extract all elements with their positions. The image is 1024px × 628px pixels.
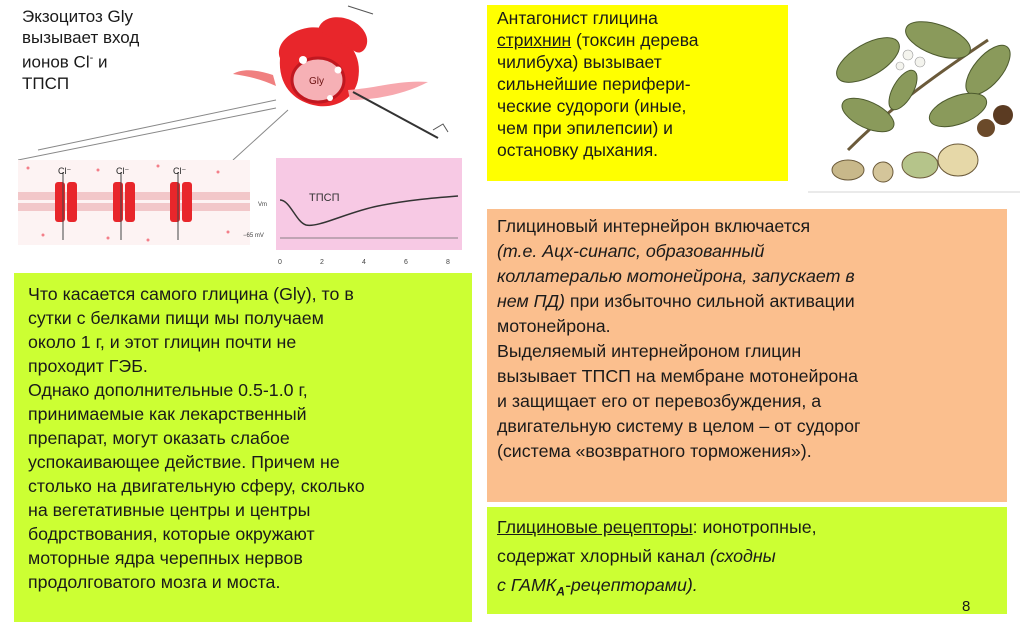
- electrode: [353, 92, 438, 138]
- gly-label: Gly: [309, 76, 324, 87]
- tick-4: 4: [362, 259, 366, 266]
- tick-8: 8: [446, 259, 450, 266]
- glycine-line-13: продолговатого мозга и моста.: [28, 572, 281, 592]
- interneuron-line-1: Глициновый интернейрон включается: [497, 216, 811, 236]
- strychnine-line-6: чем при эпилепсии) и: [497, 118, 673, 138]
- receptors-line-3: с $ГАМК_А-рецепторами$).: [497, 575, 698, 599]
- glycine-receptors-box: [487, 507, 1007, 614]
- interneuron-line-8: и защищает его от перевозбуждения, а: [497, 391, 822, 411]
- interneuron-line-5: мотонейрона.: [497, 316, 611, 336]
- receptors-line-2: содержат хлорный канал (сходны: [497, 546, 776, 566]
- interneuron-line-2: (т.е. Ацх-синапс, образованный: [497, 241, 765, 261]
- cl-label-2: Cl⁻: [116, 166, 130, 176]
- glycine-line-2: сутки с белками пищи мы получаем: [28, 308, 324, 328]
- strychnine-term: стрихнин: [497, 30, 572, 50]
- exocytosis-line-1: Экзоцитоз Gly: [22, 7, 134, 26]
- glycine-line-9: столько на двигательную сферу, сколько: [28, 476, 365, 496]
- strychnos-plant-illustration: [808, 0, 1020, 200]
- interneuron-line-10: (система «возвратного торможения»).: [497, 441, 812, 461]
- exocytosis-line-3: ионов Cl- и: [22, 52, 108, 72]
- strychnine-line-4: сильнейшие перифери-: [497, 74, 691, 94]
- glycine-line-10: на вегетативные центры и центры: [28, 500, 311, 520]
- tpsp-figure-label: ТПСП: [309, 192, 340, 204]
- tick-0: 0: [278, 259, 282, 266]
- interneuron-line-4: нем ПД) при избыточно сильной активации: [497, 291, 855, 311]
- interneuron-line-9: двигательную систему в целом – от судорог: [497, 416, 861, 436]
- interneuron-line-6: Выделяемый интернейроном глицин: [497, 341, 802, 361]
- membrane-panel: [18, 160, 250, 245]
- glycine-intake-box: [14, 273, 472, 622]
- receptors-line-1: Глициновые рецепторы: ионотропные,: [497, 517, 817, 537]
- glycine-line-12: моторные ядра черепных нервов: [28, 548, 303, 568]
- strychnine-line-5: ческие судороги (иные,: [497, 96, 687, 116]
- interneuron-box: [487, 209, 1007, 502]
- page-number: 8: [962, 598, 971, 615]
- mv-label: −65 mV: [243, 233, 264, 239]
- tick-6: 6: [404, 259, 408, 266]
- tick-2: 2: [320, 259, 324, 266]
- interneuron-line-3: коллатералью мотонейрона, запускает в: [497, 266, 855, 286]
- glycine-line-1: Что касается самого глицина (Gly), то в: [28, 284, 354, 304]
- glycine-line-11: бодрствования, которые окружают: [28, 524, 315, 544]
- glycine-line-3: около 1 г, и этот глицин почти не: [28, 332, 297, 352]
- strychnine-line-7: остановку дыхания.: [497, 140, 659, 160]
- interneuron-line-7: вызывает ТПСП на мембране мотонейрона: [497, 366, 858, 386]
- glycine-line-5: Однако дополнительные 0.5-1.0 г,: [28, 380, 308, 400]
- ipsp-trace-panel: [276, 158, 462, 250]
- cl-label-1: Cl⁻: [58, 166, 72, 176]
- exocytosis-line-2: вызывает вход: [22, 28, 140, 47]
- receptors-term: Глициновые рецепторы: [497, 517, 693, 537]
- glycine-line-8: успокаивающее действие. Причем не: [28, 452, 340, 472]
- strychnine-box: [487, 5, 788, 181]
- glycine-line-4: проходит ГЭБ.: [28, 356, 148, 376]
- synapse-bouton-illustration: [233, 6, 428, 106]
- glycine-line-6: принимаемые как лекарственный: [28, 404, 307, 424]
- strychnine-line-1: Антагонист глицина: [497, 8, 658, 28]
- synapse-figure: [18, 0, 488, 270]
- exocytosis-line-4: ТПСП: [22, 73, 70, 93]
- vm-label: Vm: [258, 202, 267, 208]
- strychnine-line-2: стрихнин (токсин дерева: [497, 30, 699, 50]
- cl-label-3: Cl⁻: [173, 166, 187, 176]
- strychnine-line-3: чилибуха) вызывает: [497, 52, 662, 72]
- glycine-line-7: препарат, могут оказать слабое: [28, 428, 290, 448]
